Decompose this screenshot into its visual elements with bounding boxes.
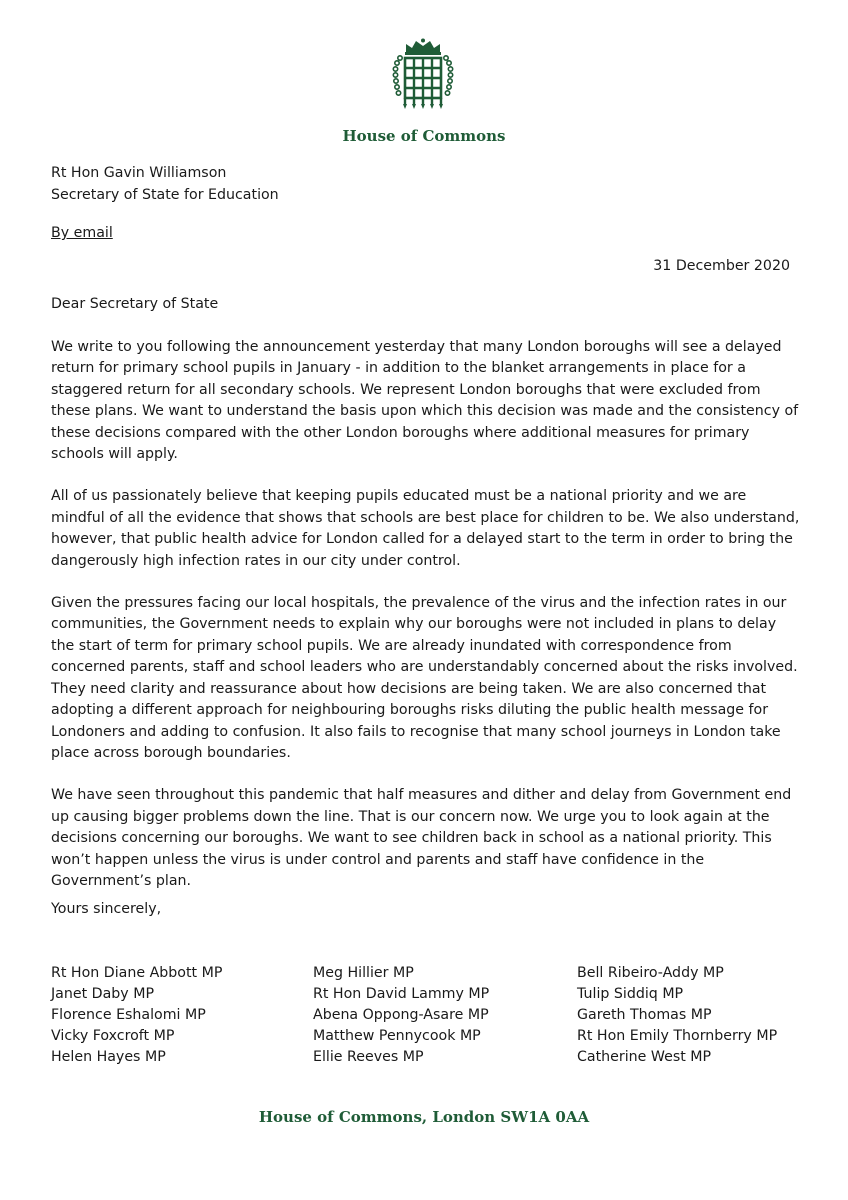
delivery-method: By email	[51, 225, 113, 241]
addressee-name: Rt Hon Gavin Williamson	[51, 165, 227, 181]
signatory: Gareth Thomas MP	[577, 1007, 712, 1023]
letter-date: 31 December 2020	[653, 258, 790, 274]
signatory: Catherine West MP	[577, 1049, 712, 1065]
addressee-block	[51, 162, 279, 206]
signatory: Helen Hayes MP	[51, 1049, 166, 1065]
salutation: Dear Secretary of State	[51, 296, 219, 312]
signatory: Rt Hon David Lammy MP	[313, 986, 490, 1002]
letterhead-title: House of Commons	[342, 127, 506, 145]
signatory-column-3	[577, 963, 777, 1068]
portcullis-crest-icon	[392, 38, 454, 114]
signatory-column-2	[313, 963, 489, 1068]
signatory: Janet Daby MP	[51, 986, 154, 1002]
addressee-role: Secretary of State for Education	[51, 187, 279, 203]
letter-body	[51, 337, 803, 913]
signatory: Matthew Pennycook MP	[313, 1028, 481, 1044]
signatory: Ellie Reeves MP	[313, 1049, 424, 1065]
footer-address: House of Commons, London SW1A 0AA	[258, 1108, 590, 1126]
signatory-column-1	[51, 963, 222, 1068]
signatory: Vicky Foxcroft MP	[51, 1028, 175, 1044]
body-paragraph-3: Given the pressures facing our local hospitals, the prevalence of the virus and the infection rates in our communities, the Government needs to explain why our boroughs were not included in plans to delay the start of term for primary school pupils. We are already inundated with correspondence from concerned parents, staff and school leaders who are understandably concerned about the risks involved. They need clarity and reassurance about how decisions are being taken. We are also concerned that adopting a different approach for neighbouring boroughs risks diluting the public health message for Londoners and adding to confusion. It also fails to recognise that many school journeys in London take place across borough boundaries.	[51, 595, 798, 761]
signatory: Tulip Siddiq MP	[577, 986, 684, 1002]
signatory: Bell Ribeiro-Addy MP	[577, 965, 724, 981]
signatory: Rt Hon Diane Abbott MP	[51, 965, 223, 981]
signatory: Abena Oppong-Asare MP	[313, 1007, 489, 1023]
signatory: Meg Hillier MP	[313, 965, 414, 981]
signatory: Rt Hon Emily Thornberry MP	[577, 1028, 778, 1044]
closing: Yours sincerely,	[51, 901, 162, 917]
body-paragraph-1: We write to you following the announcement yesterday that many London boroughs will see a delayed return for primary school pupils in January - in addition to the blanket arrangements in place for a staggered return for all secondary schools. We represent London boroughs that were excluded from these plans. We want to understand the basis upon which this decision was made and the consistency of these decisions compared with the other London boroughs where additional measures for primary schools will apply.	[51, 339, 799, 463]
signatory: Florence Eshalomi MP	[51, 1007, 206, 1023]
body-paragraph-2: All of us passionately believe that keeping pupils educated must be a national priority and we are mindful of all the evidence that shows that schools are best place for children to be. We also understand, however, that public health advice for London called for a delayed start to the term in order to bring the dangerously high infection rates in our city under control.	[51, 488, 800, 569]
body-paragraph-4: We have seen throughout this pandemic that half measures and dither and delay from Government end up causing bigger problems down the line. That is our concern now. We urge you to look again at the decisions concerning our boroughs. We want to see children back in school as a national priority. This won’t happen unless the virus is under control and parents and staff have confidence in the Government’s plan.	[51, 787, 792, 889]
